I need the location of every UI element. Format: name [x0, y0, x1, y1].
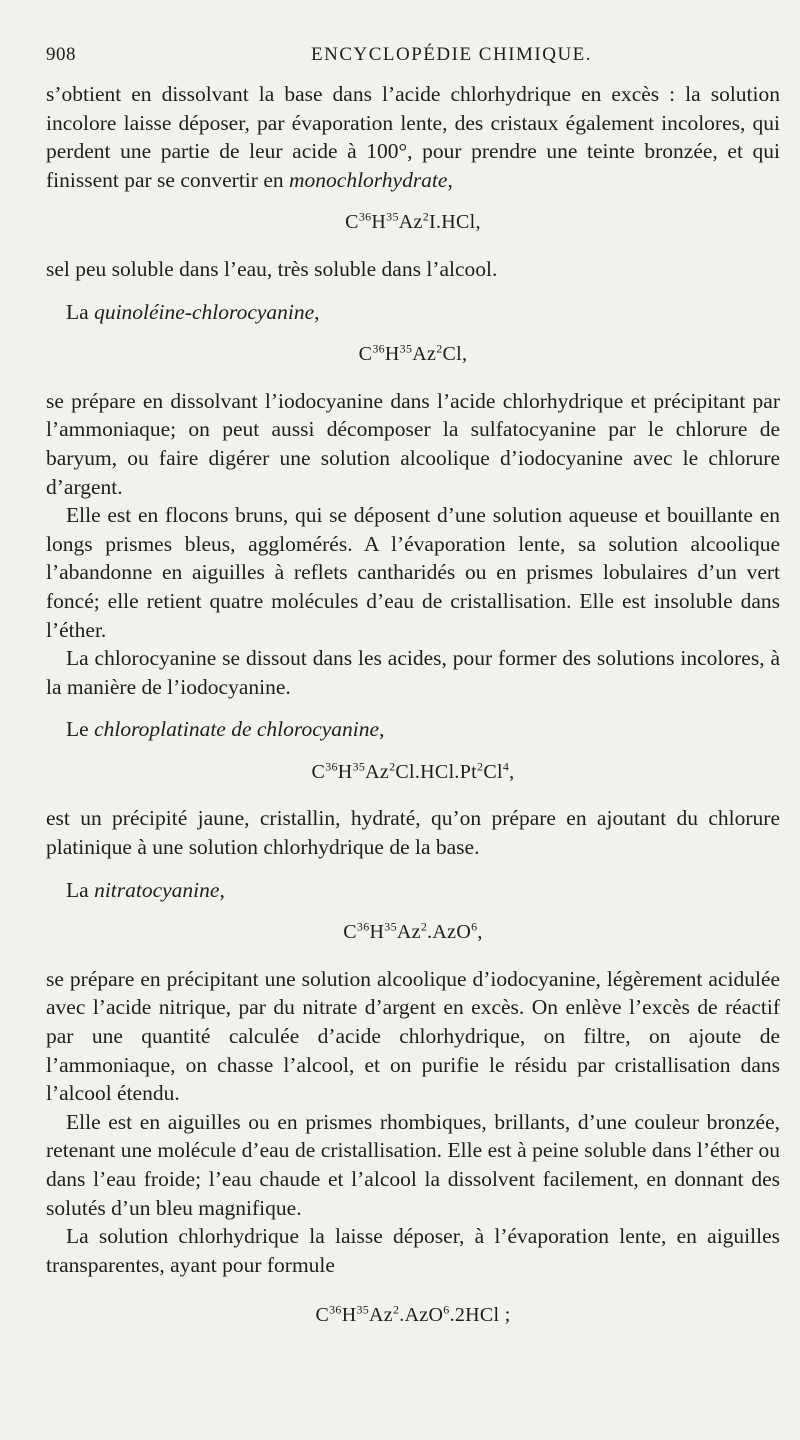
paragraph-chlorhydrique-solution: La solution chlorhydrique la laisse déposer, à l’évaporation lente, en aiguilles transparentes, ayant pour formule [46, 1224, 780, 1277]
paragraph-nitratocyanine-preparation: se prépare en précipitant une solution alcoolique d’iodocyanine, légèrement acidulée avec l’acide nitrique, par du nitrate d’argent en excès. On enlève l’excès de réactif par une quantité calculée d’acide chlorhydrique, on filtre, on ajoute de l’ammoniaque, on chasse l’alcool, et on purifie le résidu par cristallisation dans l’alcool étendu. [46, 966, 780, 1106]
italic-term: chloroplatinate de chlorocyanine [94, 717, 380, 742]
italic-term: quinoléine-chlorocyanine [94, 299, 315, 324]
paragraph-chlorocyanine-title: La quinoléine-chlorocyanine, [66, 299, 320, 324]
page-header [46, 44, 760, 70]
paragraph-nitratocyanine-properties: Elle est en aiguilles ou en prismes rhombiques, brillants, d’une couleur bronzée, retenant une molécule d’eau de cristallisation. Elle est à peine soluble dans l’éther ou dans l’eau froide; l’eau chaude et l’alcool la dissolvent facilement, en donnant des solutés d’un bleu magnifique. [46, 1109, 780, 1220]
paragraph-chlorocyanine-acids: La chlorocyanine se dissout dans les acides, pour former des solutions incolores, à la manière de l’iodocyanine. [46, 646, 780, 699]
italic-term: monochlorhydrate [289, 167, 448, 192]
formula-monochlorhydrate: $C^{36}H^{35}Az^2I.HCl$, [345, 209, 481, 234]
paragraph-monochlorhydrate [46, 80, 780, 194]
paragraph-chlorocyanine-properties: Elle est en flocons bruns, qui se déposent d’une solution aqueuse et bouillante en longs prismes bleus, agglomérés. A l’évaporation lente, sa solution alcoolique l’abandonne en aiguilles à reflets cantharidés ou en prismes lobulaires d’un vert foncé; elle retient quatre molécules d’eau de cristallisation. Elle est insoluble dans l’éther. [46, 503, 780, 642]
italic-term: nitratocyanine [94, 877, 220, 902]
text-run: , [447, 167, 453, 192]
paragraph-chlorocyanine-preparation: se prépare en dissolvant l’iodocyanine dans l’acide chlorhydrique et précipitant par l’ammoniaque; on peut aussi décomposer la sulfatocyanine par le chlorure de baryum, ou faire digérer une solution alcoolique d’iodocyanine avec le chlorure d’argent. [46, 388, 780, 499]
running-title: ENCYCLOPÉDIE CHIMIQUE. [311, 44, 593, 65]
formula-chlorocyanine: $C^{36}H^{35}Az^2Cl$, [358, 341, 468, 366]
formula-nitratocyanine: $C^{36}H^{35}Az^2.AzO^6$, [343, 919, 483, 944]
paragraph-nitratocyanine-title: La nitratocyanine, [66, 877, 225, 902]
formula-chloroplatinate: $C^{36}H^{35}Az^2Cl.HCl.Pt^2Cl^4$, [311, 759, 515, 783]
text-run: s’obtient en dissolvant la base dans l’acide chlorhydrique en excès : la solution incolore laisse déposer, par évaporation lente, des cristaux également incolores, qui perdent une partie de leur acide à 100°, pour prendre une teinte bronzée, et qui finissent par se convertir en [46, 82, 780, 192]
paragraph-chloroplatinate-description: est un précipité jaune, cristallin, hydraté, qu’on prépare en ajoutant du chlorure platinique à une solution chlorhydrique de la base. [46, 806, 780, 860]
formula-dichlorhydrate: $C^{36}H^{35}Az^2.AzO^6.2HCl$ ; [315, 1302, 511, 1327]
paragraph-sel-soluble: sel peu soluble dans l’eau, très soluble dans l’alcool. [46, 256, 498, 281]
page-number: 908 [46, 44, 76, 65]
paragraph-chloroplatinate-title: Le chloroplatinate de chlorocyanine, [66, 717, 385, 742]
page-body [46, 80, 780, 1348]
